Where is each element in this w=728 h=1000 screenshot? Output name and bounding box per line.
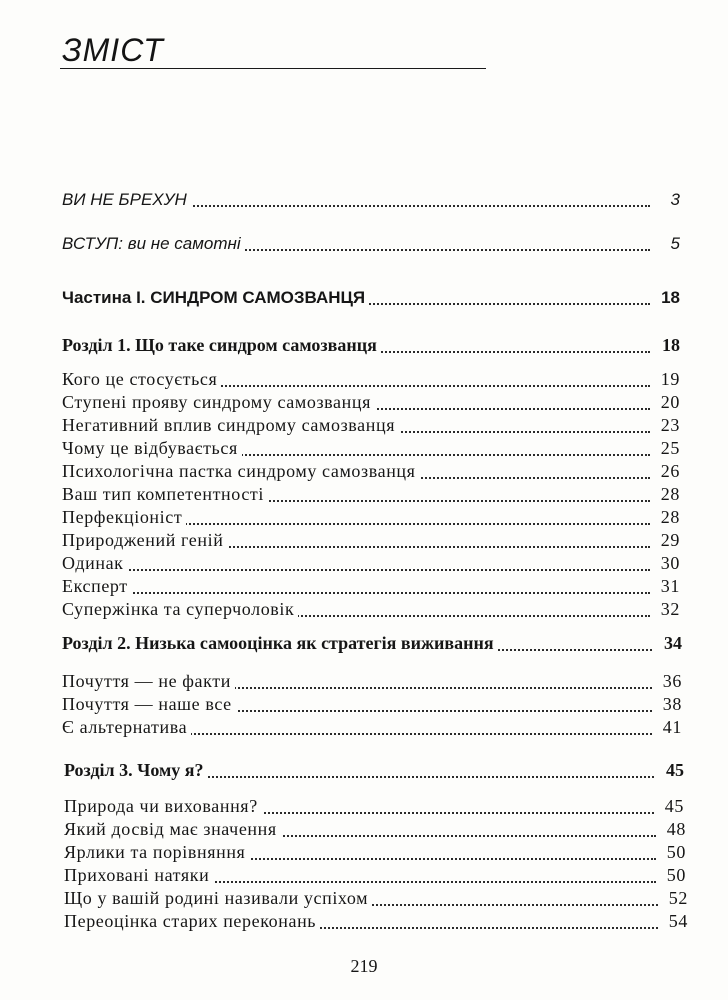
toc-entry-page: 34 [660, 633, 682, 654]
toc-entry [62, 634, 682, 656]
toc-entry [62, 336, 680, 358]
toc-entry [62, 577, 680, 599]
toc-entry [62, 508, 680, 530]
toc-entry [62, 600, 680, 622]
toc-entry-page: 18 [658, 335, 680, 356]
toc-entry [62, 672, 682, 694]
toc-entry-page: 52 [665, 888, 688, 909]
toc-entry [62, 190, 680, 212]
toc-entry-title: Природа чи виховання? [64, 796, 262, 817]
toc-entry [62, 695, 682, 717]
toc-entry-page: 41 [659, 717, 682, 738]
toc-leader-dots [62, 569, 650, 571]
title-underline [60, 68, 486, 69]
toc-entry-title: Ярлики та порівняння [64, 842, 249, 863]
toc-entry [64, 889, 688, 911]
toc-entry-page: 45 [661, 796, 684, 817]
toc-entry-title: Перфекціоніст [62, 507, 186, 528]
toc-entry-title: Психологічна пастка синдрому самозванця [62, 461, 420, 482]
toc-entry-title: Який досвід має значення [64, 819, 281, 840]
toc-entry-page: 19 [657, 369, 680, 390]
toc-leader-dots [62, 592, 650, 594]
toc-entry-page: 28 [657, 484, 680, 505]
toc-entry-title: Експерт [62, 576, 132, 597]
toc-entry-title: Кого це стосується [62, 369, 221, 390]
toc-entry [64, 843, 686, 865]
page-title: ЗМІСТ [62, 32, 164, 68]
toc-entry [62, 234, 680, 256]
toc-entry-page: 20 [657, 392, 680, 413]
toc-entry-page: 54 [665, 911, 688, 932]
toc-entry-page: 32 [657, 599, 680, 620]
toc-entry-page: 48 [663, 819, 686, 840]
toc-entry-page: 5 [667, 234, 680, 254]
toc-entry [62, 718, 682, 740]
toc-entry-title: Чому це відбувається [62, 438, 242, 459]
toc-entry-title: Почуття — не факти [62, 671, 235, 692]
toc-entry-page: 45 [662, 760, 684, 781]
toc-entry-page: 36 [659, 671, 682, 692]
toc-entry [64, 912, 688, 934]
toc-entry-page: 23 [657, 415, 680, 436]
toc-entry [64, 866, 686, 888]
toc-entry-title: Ступені прояву синдрому самозванця [62, 392, 375, 413]
toc-entry-title: Супержінка та суперчоловік [62, 599, 298, 620]
toc-entry-title: Що у вашій родині називали успіхом [64, 888, 372, 909]
toc-entry-page: 30 [657, 553, 680, 574]
toc-entry-page: 3 [667, 190, 680, 210]
toc-entry-title: Є альтернатива [62, 717, 191, 738]
toc-entry [62, 393, 680, 415]
toc-entry-title: Почуття — наше все [62, 694, 236, 715]
toc-entry [62, 462, 680, 484]
toc-entry [62, 531, 680, 553]
toc-entry [64, 820, 686, 842]
toc-entry [62, 416, 680, 438]
toc-entry [64, 797, 684, 819]
toc-entry-title: Негативний вплив синдрому самозванця [62, 415, 399, 436]
toc-entry-title: Ваш тип компетентності [62, 484, 268, 505]
toc-entry-title: Розділ 3. Чому я? [64, 760, 208, 781]
toc-entry-title: Розділ 1. Що таке синдром самозванця [62, 335, 381, 356]
toc-entry-page: 25 [657, 438, 680, 459]
toc-entry-page: 50 [663, 865, 686, 886]
toc-entry-title: Переоцінка старих переконань [64, 911, 320, 932]
toc-entry-title: Природжений геній [62, 530, 227, 551]
toc-entry [62, 554, 680, 576]
toc-entry-page: 28 [657, 507, 680, 528]
toc-entry [62, 288, 680, 310]
toc-entry-title: Одинак [62, 553, 128, 574]
toc-entry [62, 370, 680, 392]
toc-entry-page: 31 [657, 576, 680, 597]
toc-entry-page: 50 [663, 842, 686, 863]
page-number: 219 [350, 956, 378, 976]
toc-entry-page: 29 [657, 530, 680, 551]
toc-entry-title: Розділ 2. Низька самооцінка як стратегія виживання [62, 633, 498, 654]
toc-entry [62, 485, 680, 507]
toc-entry-title: ВСТУП: ви не самотні [62, 234, 245, 254]
toc-entry-title: ВИ НЕ БРЕХУН [62, 190, 191, 210]
toc-entry [64, 761, 684, 783]
toc-entry [62, 439, 680, 461]
toc-entry-page: 18 [657, 288, 680, 308]
toc-entry-page: 38 [659, 694, 682, 715]
toc-entry-page: 26 [657, 461, 680, 482]
toc-entry-title: Приховані натяки [64, 865, 213, 886]
toc-entry-title: Частина І. СИНДРОМ САМОЗВАНЦЯ [62, 288, 369, 308]
